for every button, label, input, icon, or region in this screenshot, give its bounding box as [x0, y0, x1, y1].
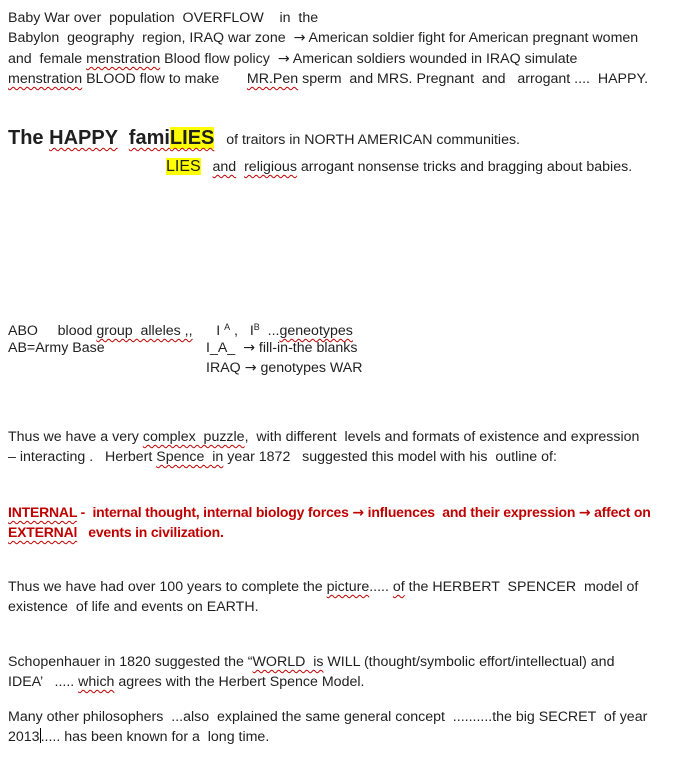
lies-line: LIES and religious arrogant nonsense tricks and bragging about babies.	[166, 158, 633, 175]
arrow-right-icon: →	[352, 505, 364, 521]
text-line: AB=Army Base	[8, 340, 105, 356]
misspelled-word: picture	[326, 579, 370, 595]
text-line: Many other philosophers ...also explained the same general concept ..........the big SECRET of year	[8, 709, 648, 725]
text-line: Baby War over population OVERFLOW in the	[8, 10, 319, 26]
misspelled-word: complex puzzle	[142, 429, 245, 445]
red-text-line: EXTERNAl events in civilization.	[8, 524, 224, 540]
misspelled-word: menstration	[8, 71, 83, 87]
arrow-right-icon: →	[244, 360, 257, 376]
heading-fami: fami	[128, 127, 170, 149]
arrow-right-icon: →	[578, 505, 591, 521]
misspelled-word: of	[392, 579, 405, 595]
text-line: I_A_ → fill-in-the blanks	[206, 340, 358, 356]
text-line[interactable]: 2013..... has been known for a long time.	[8, 729, 270, 745]
misspelled-word: group alleles ,,	[96, 323, 193, 339]
arrow-right-icon: →	[243, 340, 255, 356]
misspelled-word: EXTERNAl	[8, 524, 78, 540]
misspelled-word: WORLD is	[252, 654, 324, 670]
text-line: existence of life and events on EARTH.	[8, 599, 259, 615]
text-line: Thus we have had over 100 years to complete the picture..... of the HERBERT SPENCER model of	[8, 579, 639, 595]
text-line: menstration BLOOD flow to make MR.Pen sperm and MRS. Pregnant and arrogant .... HAPPY.	[8, 71, 649, 87]
arrow-right-icon: →	[277, 51, 290, 67]
text-line: – interacting . Herbert Spence in year 1872 suggested this model with his outline of:	[8, 449, 557, 465]
text-line: Babylon geography region, IRAQ war zone → American soldier fight for American pregnant women	[8, 30, 639, 46]
misspelled-word: MR.Pen	[246, 71, 299, 87]
red-text-line: INTERNAL - internal thought, internal biology forces → influences and their expression → affect on	[8, 504, 651, 521]
text-line: IDEA’ ..... which agrees with the Herbert Spence Model.	[8, 674, 365, 690]
highlighted-lies: LIES	[166, 158, 201, 175]
text-line: IRAQ → genotypes WAR	[206, 360, 363, 376]
heading-happy: HAPPY	[49, 127, 118, 149]
highlighted-lies: LIES	[169, 127, 215, 149]
text-line: and female menstration Blood flow policy → American soldiers wounded in IRAQ simulate	[8, 51, 578, 67]
misspelled-word: Spence in	[156, 449, 224, 465]
heading-line: The HAPPY famiLIES of traitors in NORTH AMERICAN communities.	[8, 127, 521, 149]
text-line: ABO blood group alleles ,, I $^A$ , $I^B$ ...geneotypes	[8, 322, 353, 339]
text-line: Thus we have a very complex puzzle, with different levels and formats of existence and expression	[8, 429, 640, 445]
misspelled-word: menstration	[86, 51, 161, 67]
arrow-right-icon: →	[293, 30, 306, 46]
text-line: Schopenhauer in 1820 suggested the “WORLD is WILL (thought/symbolic effort/intellectual) and	[8, 654, 615, 670]
misspelled-word: INTERNAL	[8, 504, 77, 520]
misspelled-word: which	[78, 674, 115, 690]
misspelled-word: geneotypes	[279, 323, 353, 339]
